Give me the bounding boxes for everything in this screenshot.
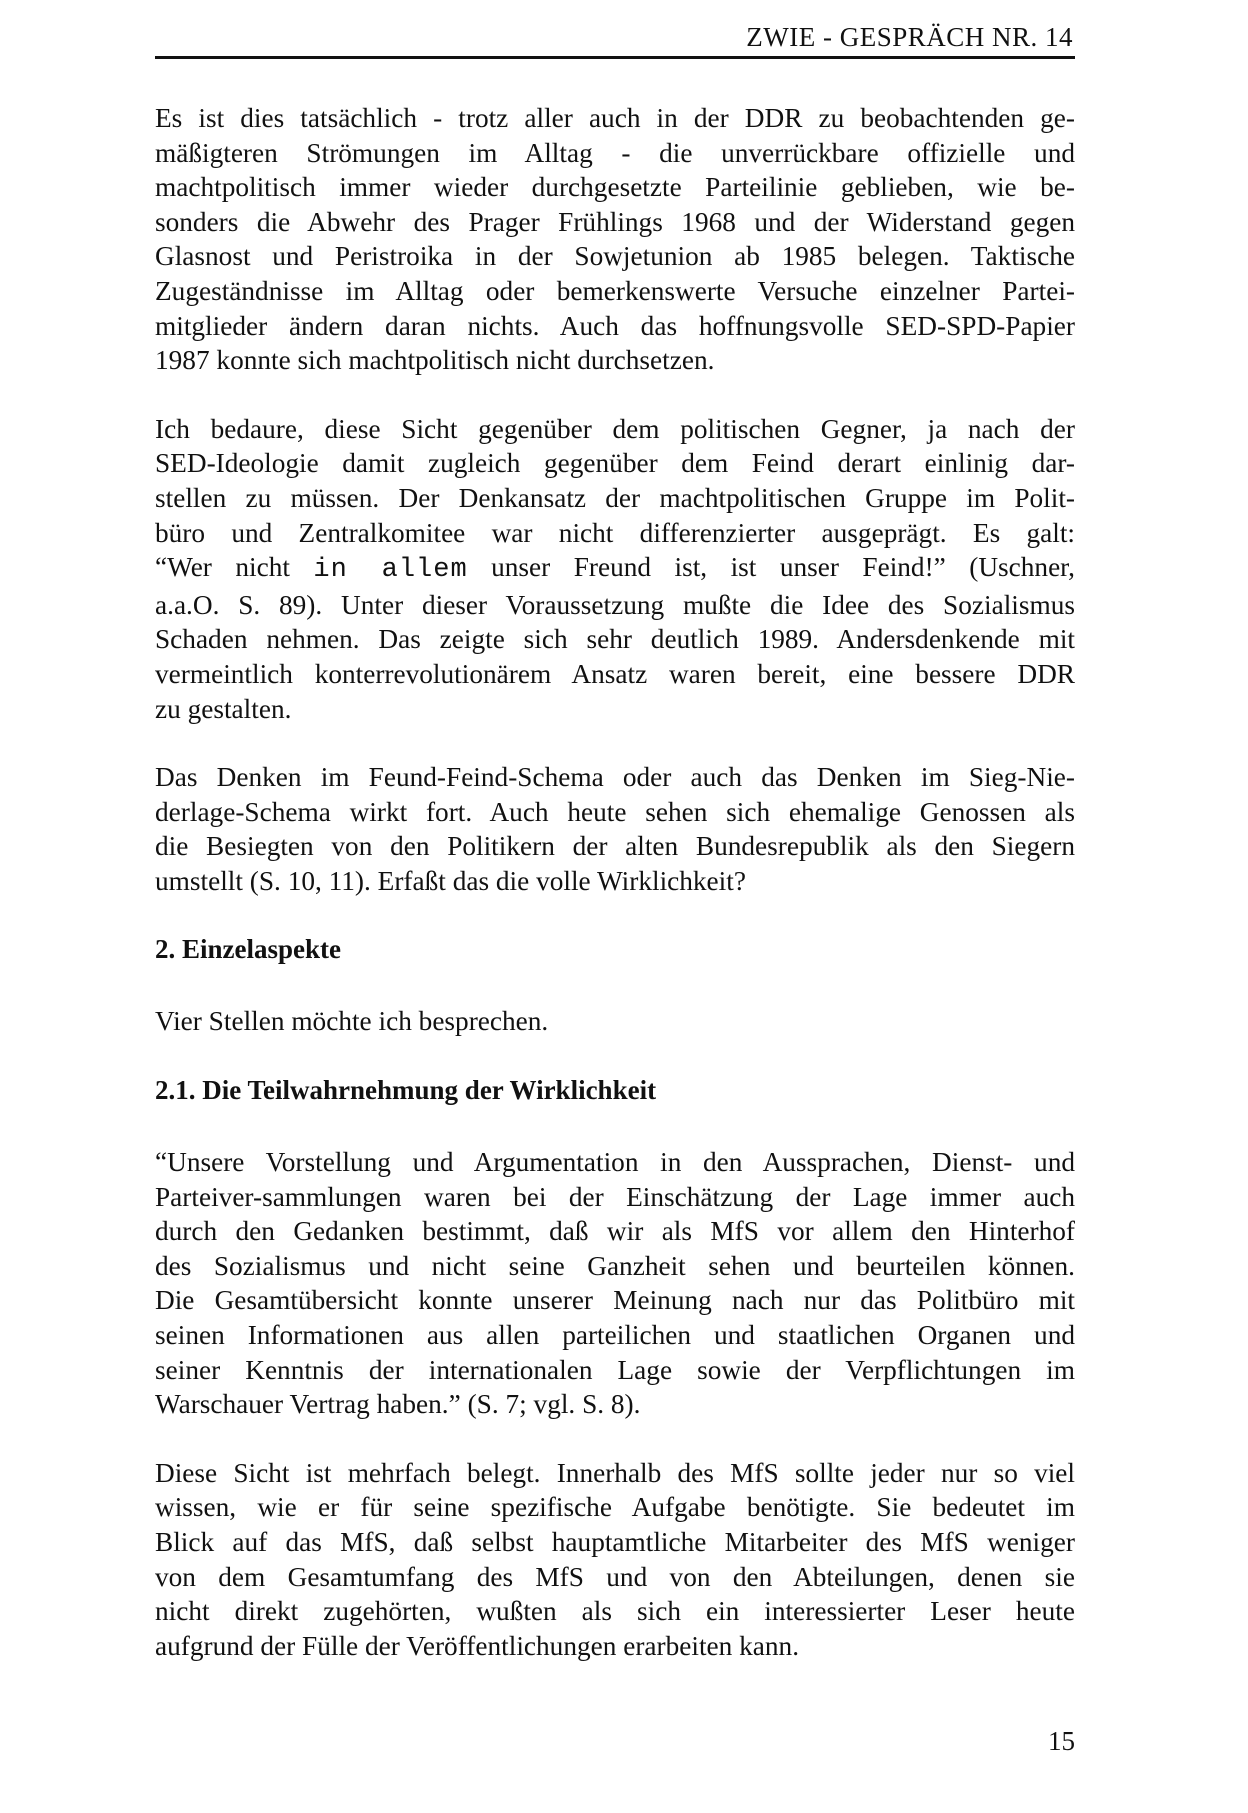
page-number: 15 [1048, 1726, 1075, 1756]
paragraph [155, 101, 1075, 378]
paragraph [155, 412, 1075, 726]
header-title: ZWIE - GESPRÄCH NR. 14 [746, 22, 1073, 52]
quote-text-after: unser Freund ist, ist unser Feind!” (Uschner, [467, 552, 1076, 583]
text-line: büro und Zentralkomitee war nicht differenzierter ausgeprägt. Es galt: [155, 517, 1075, 548]
text-line: seinen Informationen aus allen parteilichen und staatlichen Organen und [155, 1320, 1075, 1351]
text-line: von dem Gesamtumfang des MfS und von den Abteilungen, denen sie [155, 1561, 1075, 1592]
text-line: Vier Stellen möchte ich besprechen. [155, 1006, 549, 1037]
text-line: Warschauer Vertrag haben.” (S. 7; vgl. S. 8). [155, 1389, 641, 1420]
text-line: die Besiegten von den Politikern der alten Bundesrepublik als den Siegern [155, 831, 1075, 862]
text-line: vermeintlich konterrevolutionärem Ansatz waren bereit, eine bessere DDR [155, 658, 1075, 689]
text-line: Ich bedaure, diese Sicht gegenüber dem politischen Gegner, ja nach der [155, 413, 1075, 444]
text-line: durch den Gedanken bestimmt, daß wir als MfS vor allem den Hinterhof [155, 1216, 1075, 1247]
text-line: mäßigteren Strömungen im Alltag - die unverrückbare offizielle und [155, 137, 1075, 168]
body-text [155, 101, 1075, 1697]
text-line: stellen zu müssen. Der Denkansatz der machtpolitischen Gruppe im Polit- [155, 482, 1075, 513]
text-line: “Unsere Vorstellung und Argumentation in den Aussprachen, Dienst- und [155, 1147, 1075, 1178]
text-line: Parteiver-sammlungen waren bei der Einschätzung der Lage immer auch [155, 1181, 1075, 1212]
text-line: derlage-Schema wirkt fort. Auch heute sehen sich ehemalige Genossen als [155, 796, 1075, 827]
text-line: Das Denken im Feund-Feind-Schema oder auch das Denken im Sieg-Nie- [155, 762, 1075, 793]
text-line: Es ist dies tatsächlich - trotz aller auch in der DDR zu beobachtenden ge- [155, 103, 1075, 133]
text-line: umstellt (S. 10, 11). Erfaßt das die volle Wirklichkeit? [155, 865, 746, 896]
text-line: 1987 konnte sich machtpolitisch nicht durchsetzen. [155, 345, 715, 376]
text-line: Schaden nehmen. Das zeigte sich sehr deutlich 1989. Andersdenkende mit [155, 624, 1075, 655]
paragraph [155, 1456, 1075, 1664]
running-header [155, 14, 1075, 59]
text-line: zu gestalten. [155, 693, 292, 724]
text-line: mitglieder ändern daran nichts. Auch das hoffnungsvolle SED-SPD-Papier [155, 310, 1075, 341]
text-line: wissen, wie er für seine spezifische Aufgabe benötigte. Sie bedeutet im [155, 1492, 1075, 1523]
paragraph [155, 1004, 1075, 1039]
text-line: a.a.O. S. 89). Unter dieser Voraussetzung mußte die Idee des Sozialismus [155, 589, 1075, 620]
text-line: sonders die Abwehr des Prager Frühlings 1968 und der Widerstand gegen [155, 206, 1075, 237]
text-line: des Sozialismus und nicht seine Ganzheit sehen und beurteilen können. [155, 1250, 1075, 1281]
quote-text-before: “Wer nicht [155, 552, 314, 583]
paragraph [155, 1145, 1075, 1422]
text-line: machtpolitisch immer wieder durchgesetzte Parteilinie geblieben, wie be- [155, 172, 1075, 203]
text-line: Die Gesamtübersicht konnte unserer Meinung nach nur das Politbüro mit [155, 1285, 1075, 1316]
quote-line [155, 550, 1075, 588]
text-line: aufgrund der Fülle der Veröffentlichungen erarbeiten kann. [155, 1630, 800, 1661]
text-line: Blick auf das MfS, daß selbst hauptamtliche Mitarbeiter des MfS weniger [155, 1527, 1075, 1557]
section-heading: 2.1. Die Teilwahrnehmung der Wirklichkeit [155, 1075, 657, 1106]
text-line: Glasnost und Peristroika in der Sowjetunion ab 1985 belegen. Taktische [155, 241, 1075, 272]
paragraph [155, 760, 1075, 898]
section-heading: 2. Einzelaspekte [155, 934, 341, 965]
text-line: SED-Ideologie damit zugleich gegenüber dem Feind derart einlinig dar- [155, 448, 1075, 479]
emphasized-text: in allem [313, 555, 468, 586]
text-line: seiner Kenntnis der internationalen Lage sowie der Verpflichtungen im [155, 1354, 1075, 1385]
text-line: Zugeständnisse im Alltag oder bemerkenswerte Versuche einzelner Partei- [155, 275, 1075, 306]
text-line: Diese Sicht ist mehrfach belegt. Innerhalb des MfS sollte jeder nur so viel [155, 1457, 1075, 1488]
text-line: nicht direkt zugehörten, wußten als sich ein interessierter Leser heute [155, 1596, 1075, 1627]
